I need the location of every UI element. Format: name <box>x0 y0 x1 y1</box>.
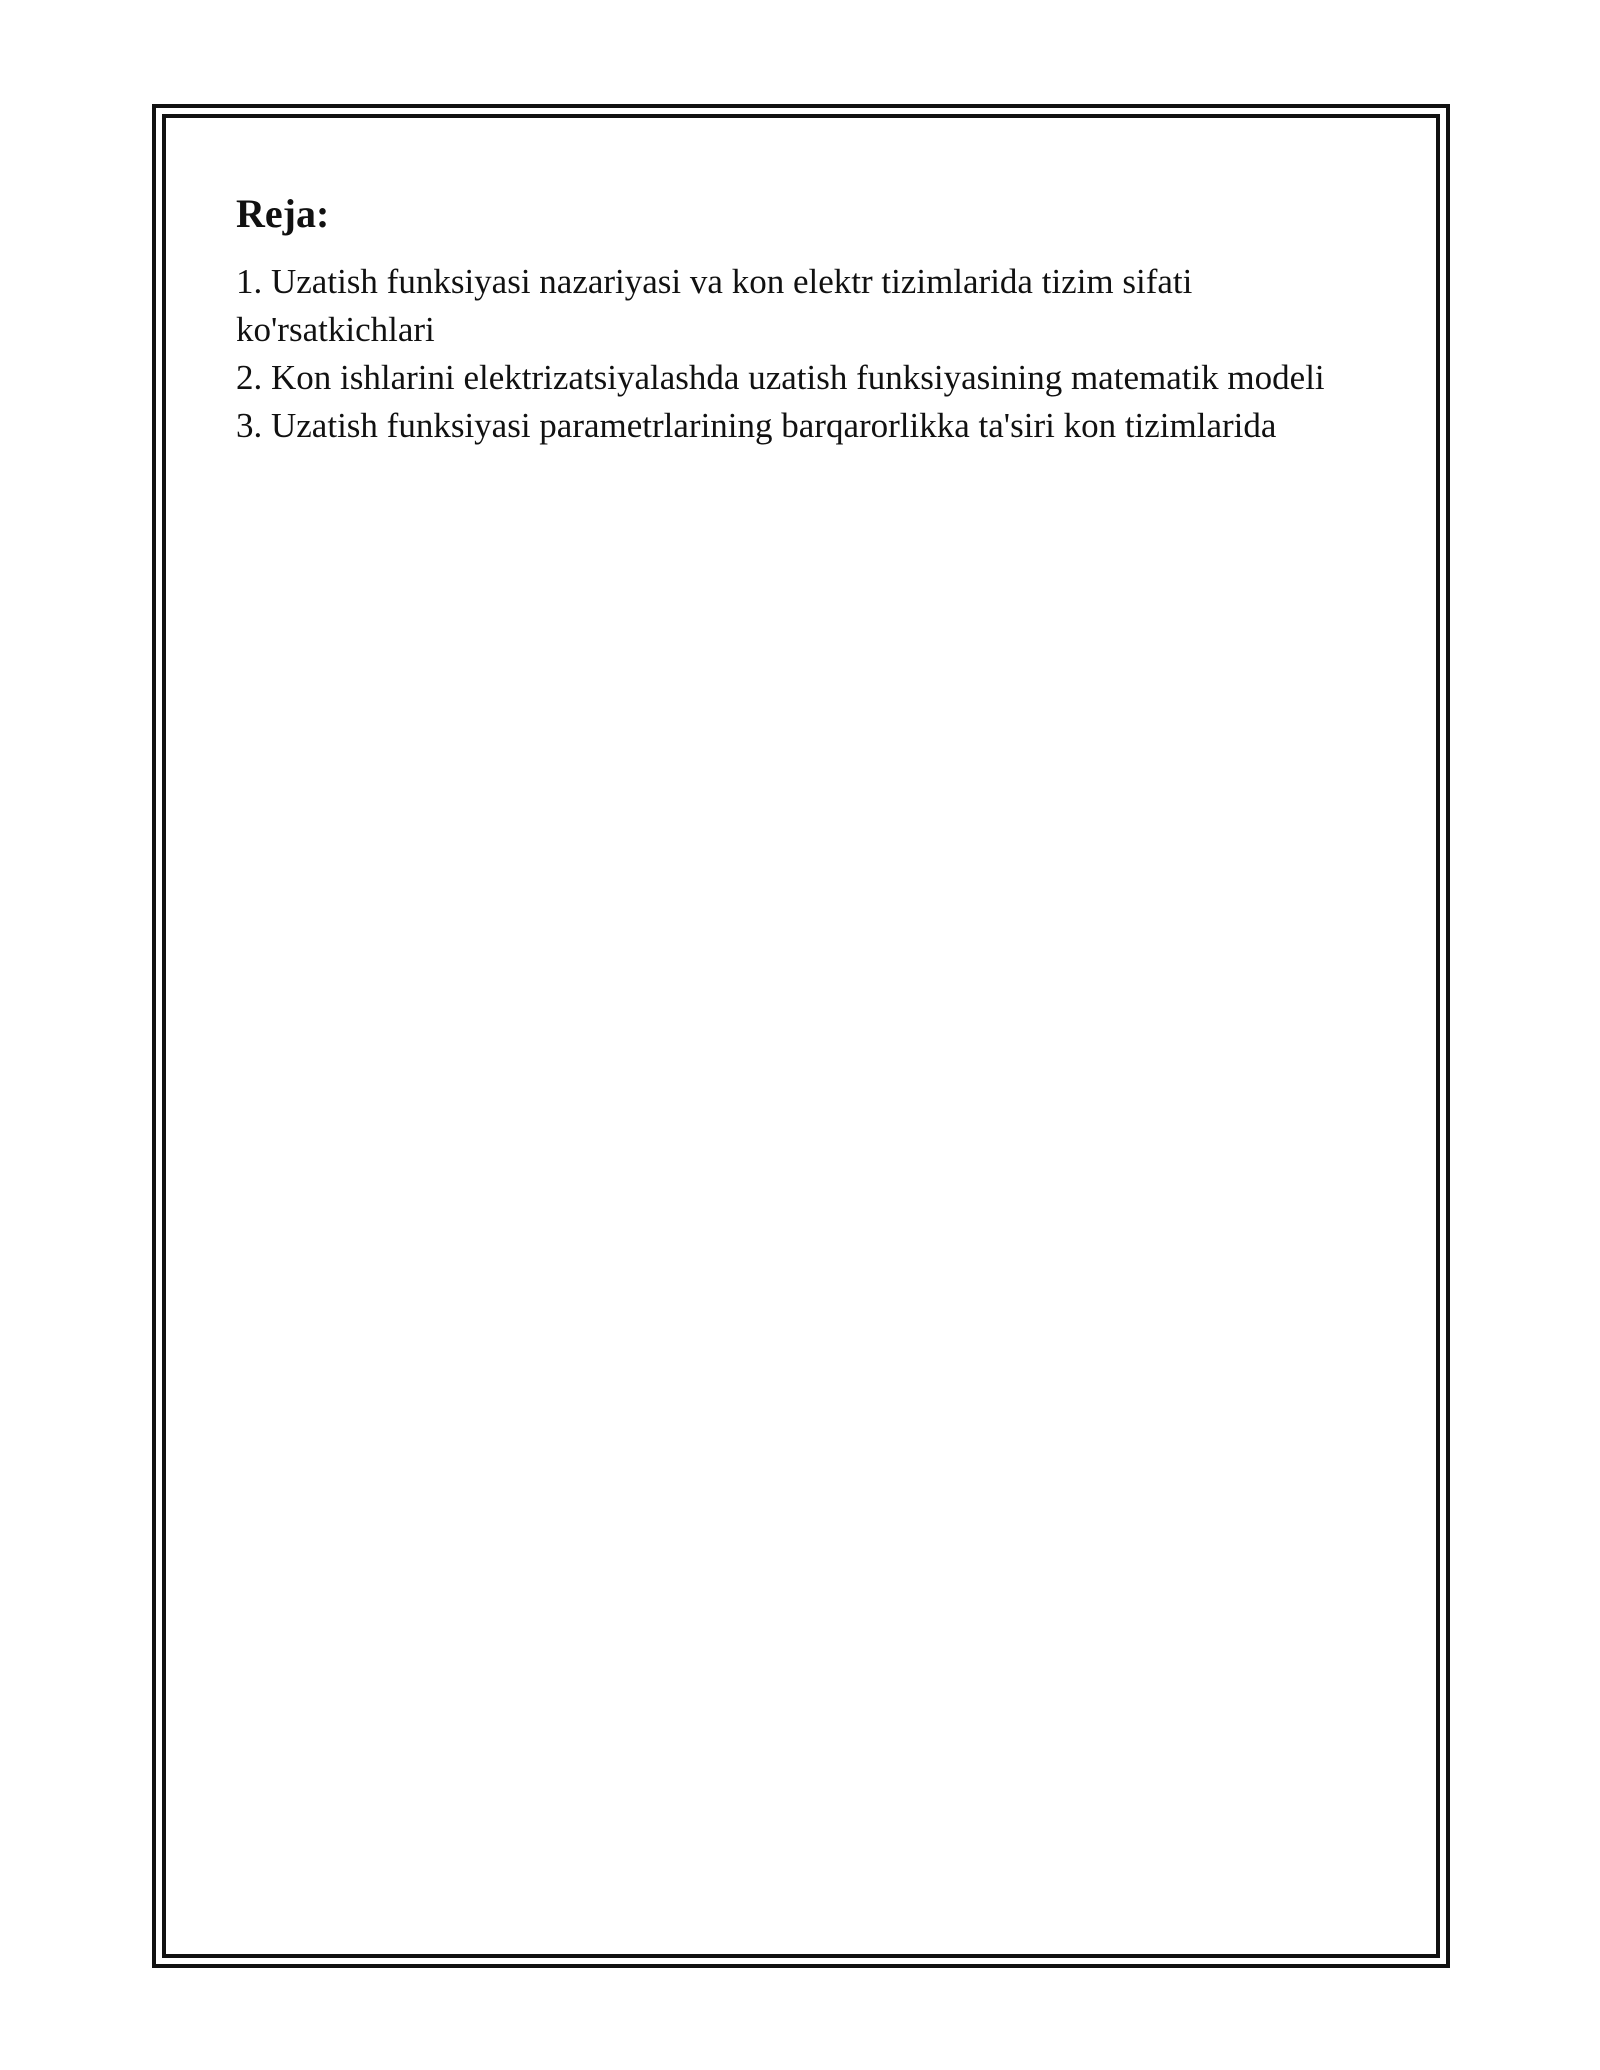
document-title: Reja: <box>236 191 330 236</box>
plan-list <box>236 258 1356 450</box>
document-content <box>236 186 1356 450</box>
plan-item-3: 3. Uzatish funksiyasi parametrlarining barqarorlikka ta'siri kon tizimlarida <box>236 406 1277 445</box>
plan-item-2: 2. Kon ishlarini elektrizatsiyalashda uzatish funksiyasining matematik modeli <box>236 358 1325 397</box>
plan-item-1: 1. Uzatish funksiyasi nazariyasi va kon elektr tizimlarida tizim sifati ko'rsatkichlari <box>236 262 1193 349</box>
